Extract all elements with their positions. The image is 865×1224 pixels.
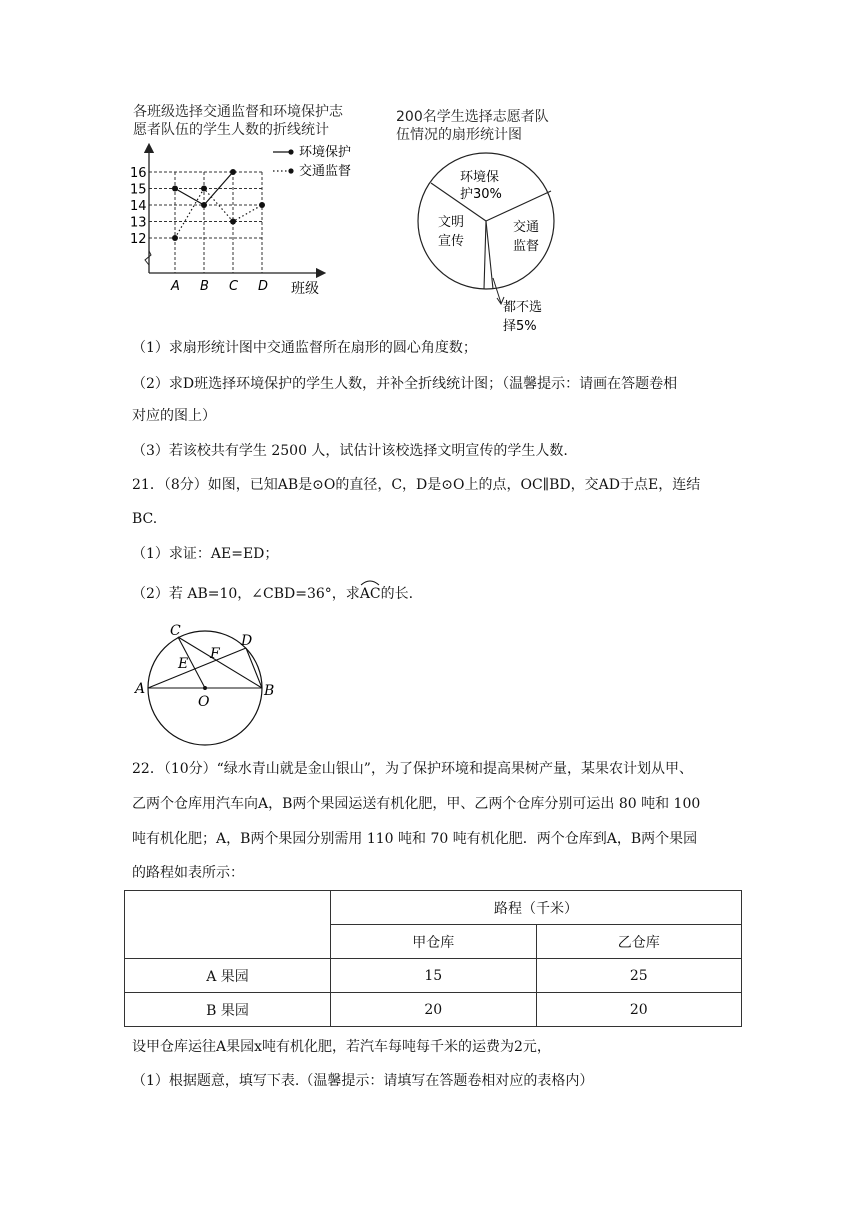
- table-header-col2: 乙仓库: [536, 925, 742, 959]
- sector-civ-line1: 文明: [438, 215, 465, 230]
- traffic-data-point: [201, 186, 207, 192]
- x-tick-label: C: [229, 279, 239, 294]
- axis-break: [145, 251, 151, 265]
- pie-chart-title: [396, 108, 549, 144]
- label-e: E: [178, 656, 189, 672]
- table-cell: 15: [331, 959, 537, 993]
- x-tick-label: D: [258, 279, 269, 294]
- arc-ac-label: AC: [359, 586, 381, 602]
- table-header-group: 路程（千米）: [331, 891, 742, 925]
- line-chart-legend: [273, 144, 351, 179]
- q21-line2: BC.: [132, 511, 158, 527]
- line-chart-title-line2: 愿者队伍的学生人数的折线统计: [133, 122, 329, 138]
- q22-line2: 乙两个仓库用汽车向A，B两个果园运送有机化肥，甲、乙两个仓库分别可运出 80 吨和 100: [132, 796, 701, 812]
- q22-after-line2: （1）根据题意，填写下表.（温馨提示：请填写在答题卷相对应的表格内）: [132, 1073, 594, 1089]
- y-tick-label: 14: [130, 199, 147, 214]
- label-a: A: [135, 681, 146, 697]
- pie-chart-title-line2: 伍情况的扇形统计图: [396, 127, 522, 143]
- sector-env-line2: 护30%: [460, 187, 502, 202]
- radius-none-civ: [484, 221, 486, 289]
- y-tick-label: 13: [130, 215, 147, 231]
- label-o: O: [198, 694, 210, 710]
- q21-part2-pre: （2）若 AB=10，∠CBD=36°，求: [132, 586, 360, 602]
- y-tick-label: 15: [130, 182, 147, 198]
- table-header-col1: 甲仓库: [331, 925, 537, 959]
- line-chart-title: [133, 103, 343, 139]
- q20-part2-line2: 对应的图上）: [132, 408, 216, 424]
- sector-env-line1: 环境保: [460, 170, 500, 185]
- line-chart-title-line1: 各班级选择交通监督和环境保护志: [133, 104, 343, 120]
- table-row: [125, 959, 742, 993]
- q22-after-line1: 设甲仓库运往A果园x吨有机化肥，若汽车每吨每千米的运费为2元，: [132, 1039, 551, 1055]
- line-chart: [125, 140, 375, 300]
- table-row-label: A 果园: [125, 959, 331, 993]
- q22-line3: 吨有机化肥；A，B两个果园分别需用 110 吨和 70 吨有机化肥．两个仓库到A，B两个果园: [132, 831, 698, 847]
- table-row: [125, 891, 742, 925]
- sector-traffic-line1: 交通: [513, 220, 540, 235]
- arc-ac: [360, 583, 381, 605]
- x-axis-label: 班级: [291, 281, 319, 297]
- sector-traffic-line2: 监督: [513, 239, 540, 254]
- table-cell: 20: [331, 993, 537, 1027]
- q20-part3: （3）若该校共有学生 2500 人，试估计该校选择文明宣传的学生人数.: [132, 443, 568, 459]
- x-tick-label: A: [171, 279, 180, 294]
- legend-traffic-label: 交通监督: [299, 164, 352, 179]
- q21-part2-post: 的长.: [380, 586, 414, 602]
- y-tick-label: 16: [130, 166, 147, 181]
- sector-none-line2: 择5%: [503, 319, 537, 334]
- table-row: [125, 993, 742, 1027]
- radius-traffic-none: [486, 221, 493, 289]
- x-tick-label: B: [200, 279, 209, 294]
- circle-geometry-figure: [130, 622, 290, 752]
- arc-symbol-icon: [360, 577, 380, 586]
- pie-chart: [405, 148, 565, 338]
- table-row-label: B 果园: [125, 993, 331, 1027]
- q21-part1: （1）求证：AE=ED；: [132, 546, 279, 562]
- env-data-point: [201, 202, 207, 208]
- legend-env-label: 环境保护: [299, 145, 352, 160]
- q20-part1: （1）求扇形统计图中交通监督所在扇形的圆心角度数；: [132, 340, 477, 356]
- segment-ad: [148, 648, 246, 688]
- label-d: D: [241, 633, 253, 649]
- env-data-point: [172, 186, 178, 192]
- sector-civ-line2: 宣传: [438, 234, 465, 249]
- traffic-data-point: [172, 235, 178, 241]
- q22-line1: 22．（10分）“绿水青山就是金山银山”，为了保护环境和提高果树产量，某果农计划从甲、: [132, 761, 693, 777]
- none-leader-line: [493, 278, 501, 303]
- traffic-data-point: [259, 202, 265, 208]
- traffic-data-point: [230, 219, 236, 225]
- table-cell: 25: [536, 959, 742, 993]
- env-data-point: [230, 169, 236, 175]
- q21-part2: [132, 583, 762, 605]
- q20-part2-line1: （2）求D班选择环境保护的学生人数，并补全折线统计图；（温馨提示：请画在答题卷相: [132, 376, 678, 392]
- pie-chart-title-line1: 200名学生选择志愿者队: [396, 109, 549, 125]
- label-f: F: [210, 646, 220, 662]
- q21-line1: 21．（8分）如图，已知AB是⊙O的直径，C，D是⊙O上的点，OC∥BD，交AD于点E，连结: [132, 477, 701, 493]
- q22-line4: 的路程如表所示：: [132, 865, 244, 881]
- y-tick-label: 12: [130, 232, 147, 247]
- sector-none-line1: 都不选: [503, 300, 543, 315]
- table-cell: 20: [536, 993, 742, 1027]
- label-b: B: [264, 683, 275, 699]
- segment-bd: [246, 648, 262, 688]
- label-c: C: [170, 623, 181, 639]
- table-corner-cell: [125, 891, 331, 959]
- route-table: [124, 890, 742, 1027]
